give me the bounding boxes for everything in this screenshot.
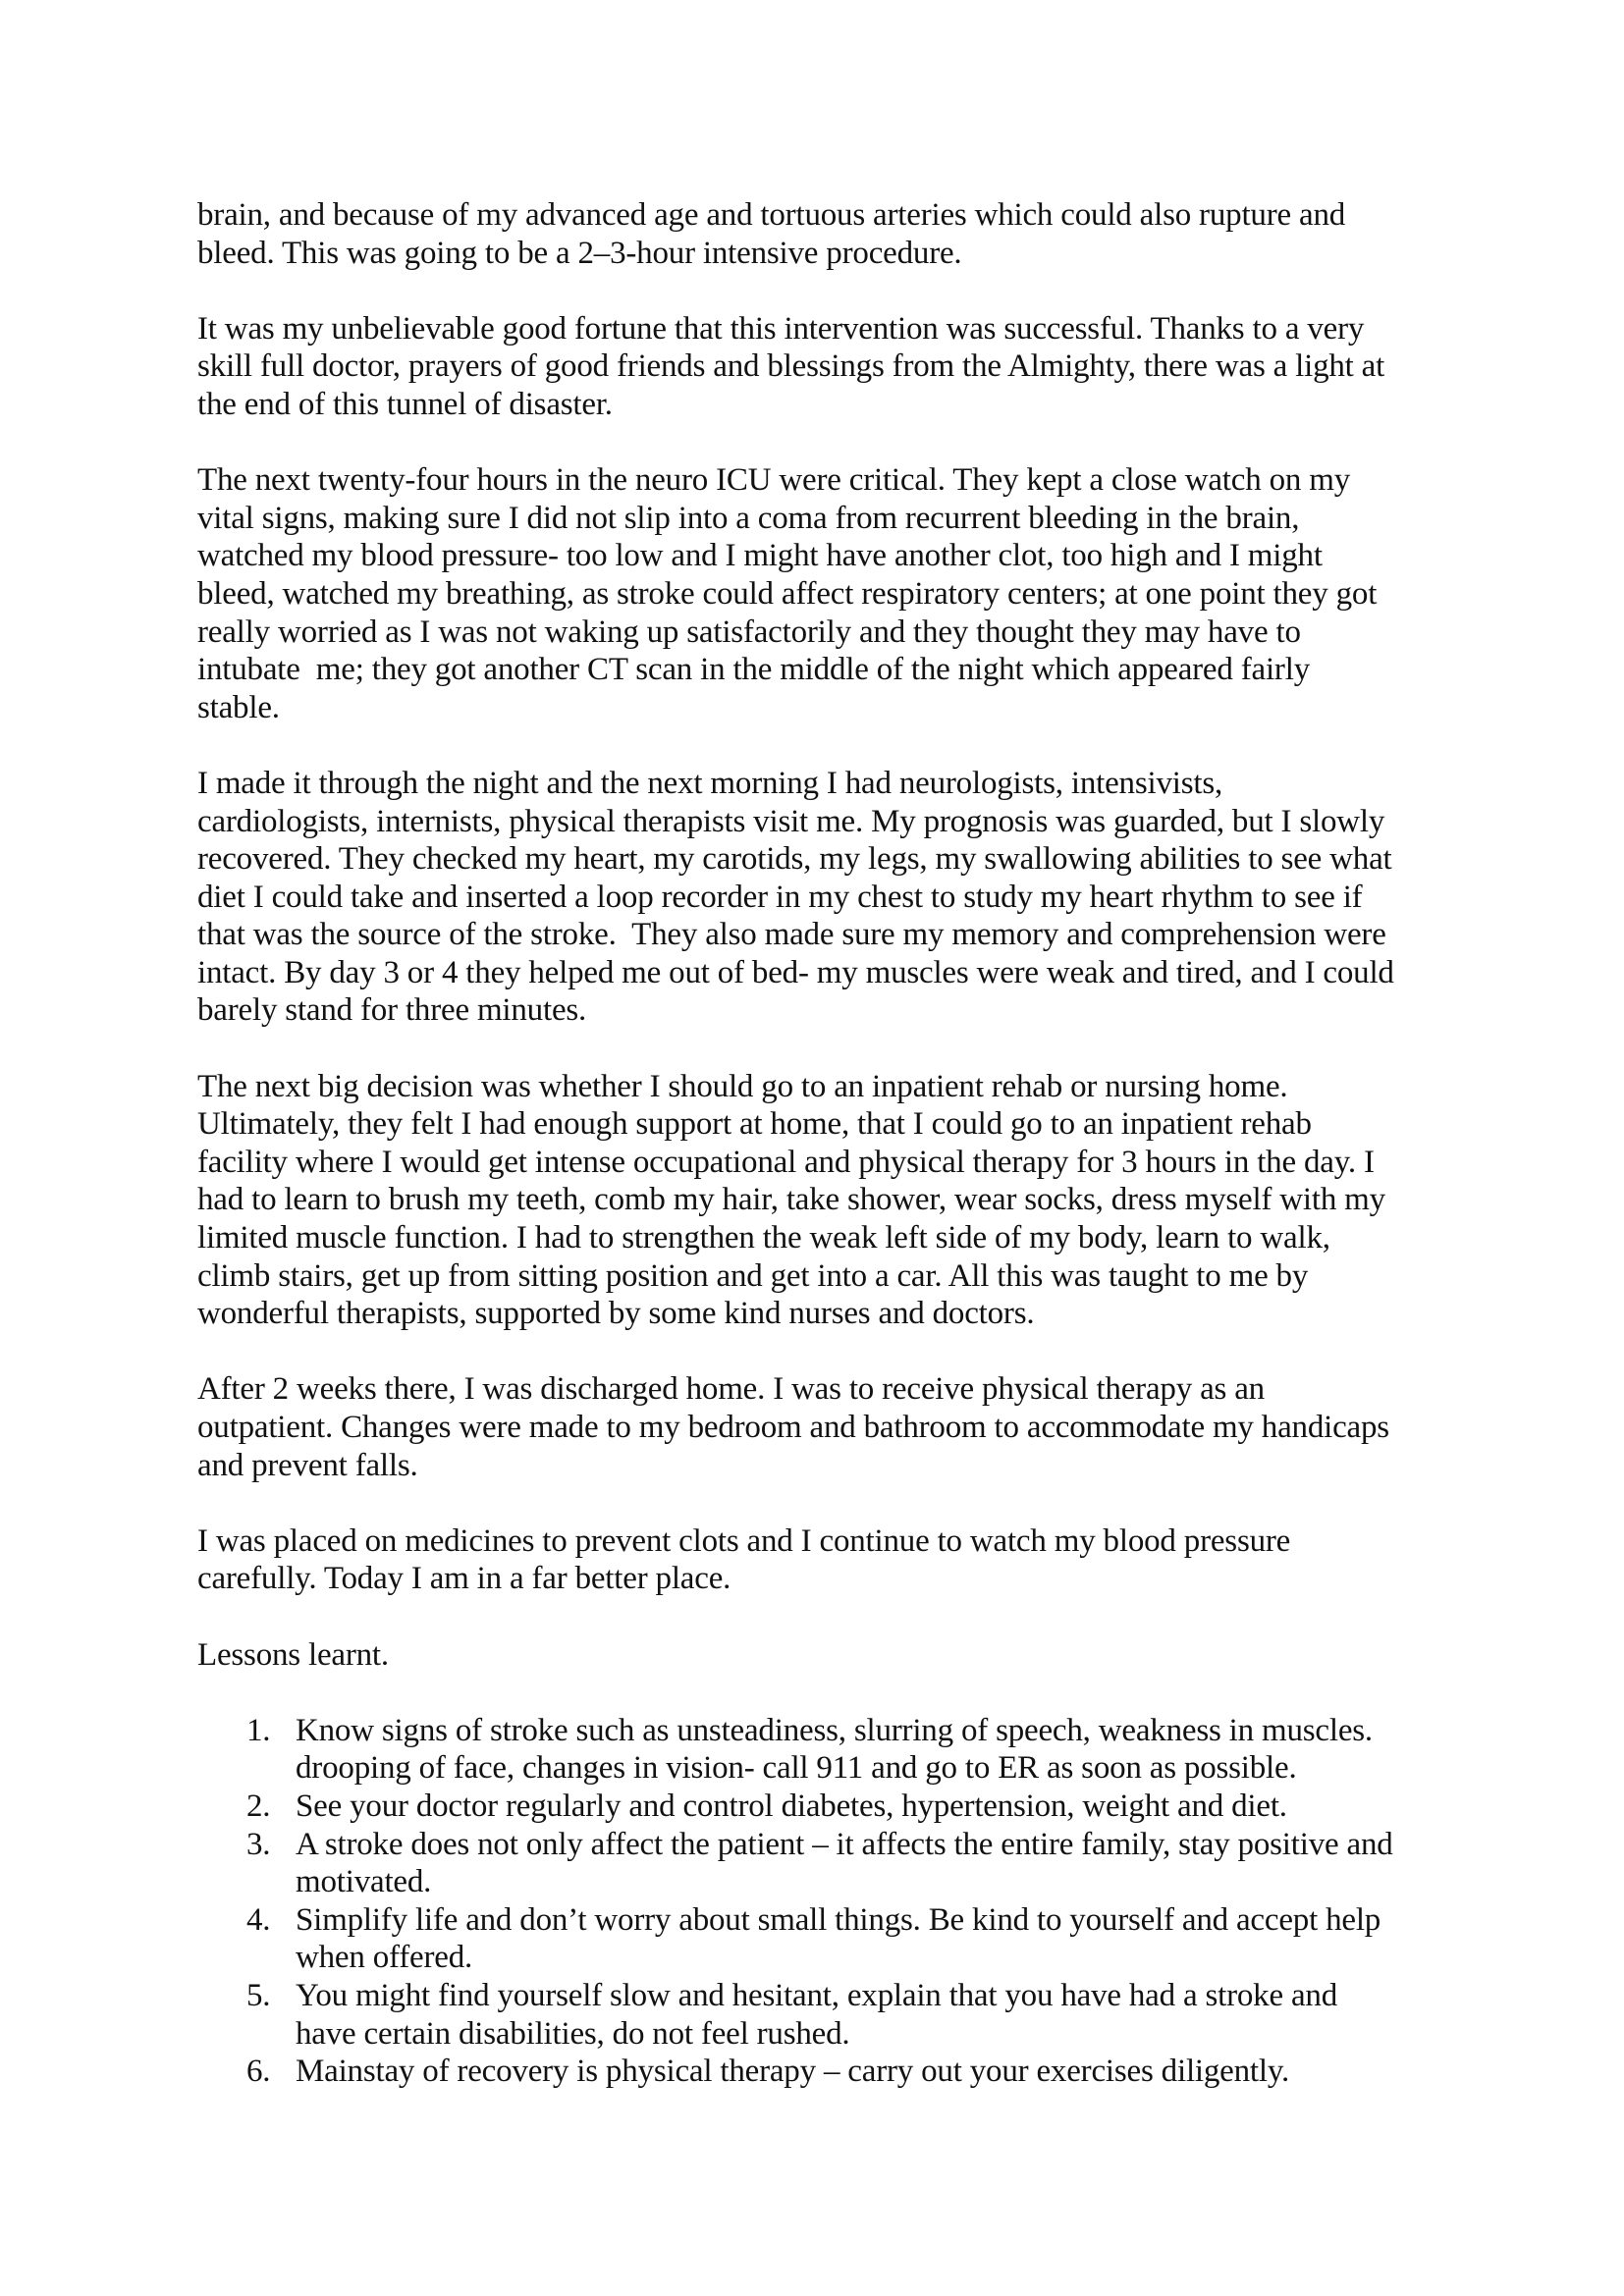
lesson-number: 1. [246, 1712, 271, 1748]
lesson-text: You might find yourself slow and hesitant, explain that you have had a stroke and have certain disabilities, do not feel rushed. [296, 1977, 1338, 2052]
lesson-item [197, 1977, 1474, 2053]
paragraph-medicines: I was placed on medicines to prevent clots and I continue to watch my blood pressure carefully. Today I am in a far better place. [197, 1522, 1291, 1597]
lesson-item [197, 1826, 1474, 1901]
lesson-number: 4. [246, 1901, 271, 1938]
lesson-text: Simplify life and don’t worry about small things. Be kind to yourself and accept help when offered. [296, 1901, 1381, 1976]
lesson-number: 3. [246, 1826, 271, 1862]
lesson-item [197, 1712, 1474, 1788]
lesson-text: See your doctor regularly and control diabetes, hypertension, weight and diet. [296, 1788, 1287, 1824]
lesson-text: Mainstay of recovery is physical therapy – carry out your exercises diligently. [296, 2054, 1290, 2090]
paragraph-intervention-success: It was my unbelievable good fortune that this intervention was successful. Thanks to a very skill full doctor, prayers of good friends and blessings from the Almighty, there was a light at the end of this tunnel of disaster. [197, 310, 1385, 422]
lesson-item [197, 2053, 1474, 2091]
lesson-item [197, 1788, 1474, 1826]
lesson-item [197, 1901, 1474, 1977]
lessons-heading: Lessons learnt. [197, 1636, 389, 1673]
lesson-text: Know signs of stroke such as unsteadiness, slurring of speech, weakness in muscles. drooping of face, changes in vision- call 911 and go to ER as soon as possible. [296, 1712, 1373, 1787]
paragraph-procedure: brain, and because of my advanced age and tortuous arteries which could also rupture and bleed. This was going to be a 2–3-hour intensive procedure. [197, 197, 1346, 271]
lesson-number: 2. [246, 1788, 271, 1824]
lesson-number: 6. [246, 2054, 271, 2090]
lesson-text: A stroke does not only affect the patient – it affects the entire family, stay positive and motivated. [296, 1826, 1393, 1900]
lesson-number: 5. [246, 1977, 271, 2013]
document-page [197, 196, 1474, 2091]
paragraph-recovery: I made it through the night and the next morning I had neurologists, intensivists, cardiologists, internists, physical therapists visit me. My prognosis was guarded, but I slowly recovered. They checked my heart, my carotids, my legs, my swallowing abilities to see what diet I could take and inserted a loop recorder in my chest to study my heart rhythm to see if that was the source of the stroke. They also made sure my memory and comprehension were intact. By day 3 or 4 they helped me out of bed- my muscles were weak and tired, and I could barely stand for three minutes. [197, 765, 1394, 1029]
paragraph-rehab-decision: The next big decision was whether I should go to an inpatient rehab or nursing home. Ultimately, they felt I had enough support at home, that I could go to an inpatient rehab facility where I would get intense occupational and physical therapy for 3 hours in the day. I had to learn to brush my teeth, comb my hair, take shower, wear socks, dress myself with my limited muscle function. I had to strengthen the weak left side of my body, learn to walk, climb stairs, get up from sitting position and get into a car. All this was taught to me by wonderful therapists, supported by some kind nurses and doctors. [197, 1068, 1385, 1332]
lessons-list [197, 1712, 1474, 2091]
paragraph-discharge: After 2 weeks there, I was discharged home. I was to receive physical therapy as an outpatient. Changes were made to my bedroom and bathroom to accommodate my handicaps and prevent falls. [197, 1371, 1389, 1483]
paragraph-neuro-icu: The next twenty-four hours in the neuro ICU were critical. They kept a close watch on my vital signs, making sure I did not slip into a coma from recurrent bleeding in the brain, watched my blood pressure- too low and I might have another clot, too high and I might bleed, watched my breathing, as stroke could affect respiratory centers; at one point they got really worried as I was not waking up satisfactorily and they thought they may have to intubate me; they got another CT scan in the middle of the night which appeared fairly stable. [197, 462, 1378, 725]
